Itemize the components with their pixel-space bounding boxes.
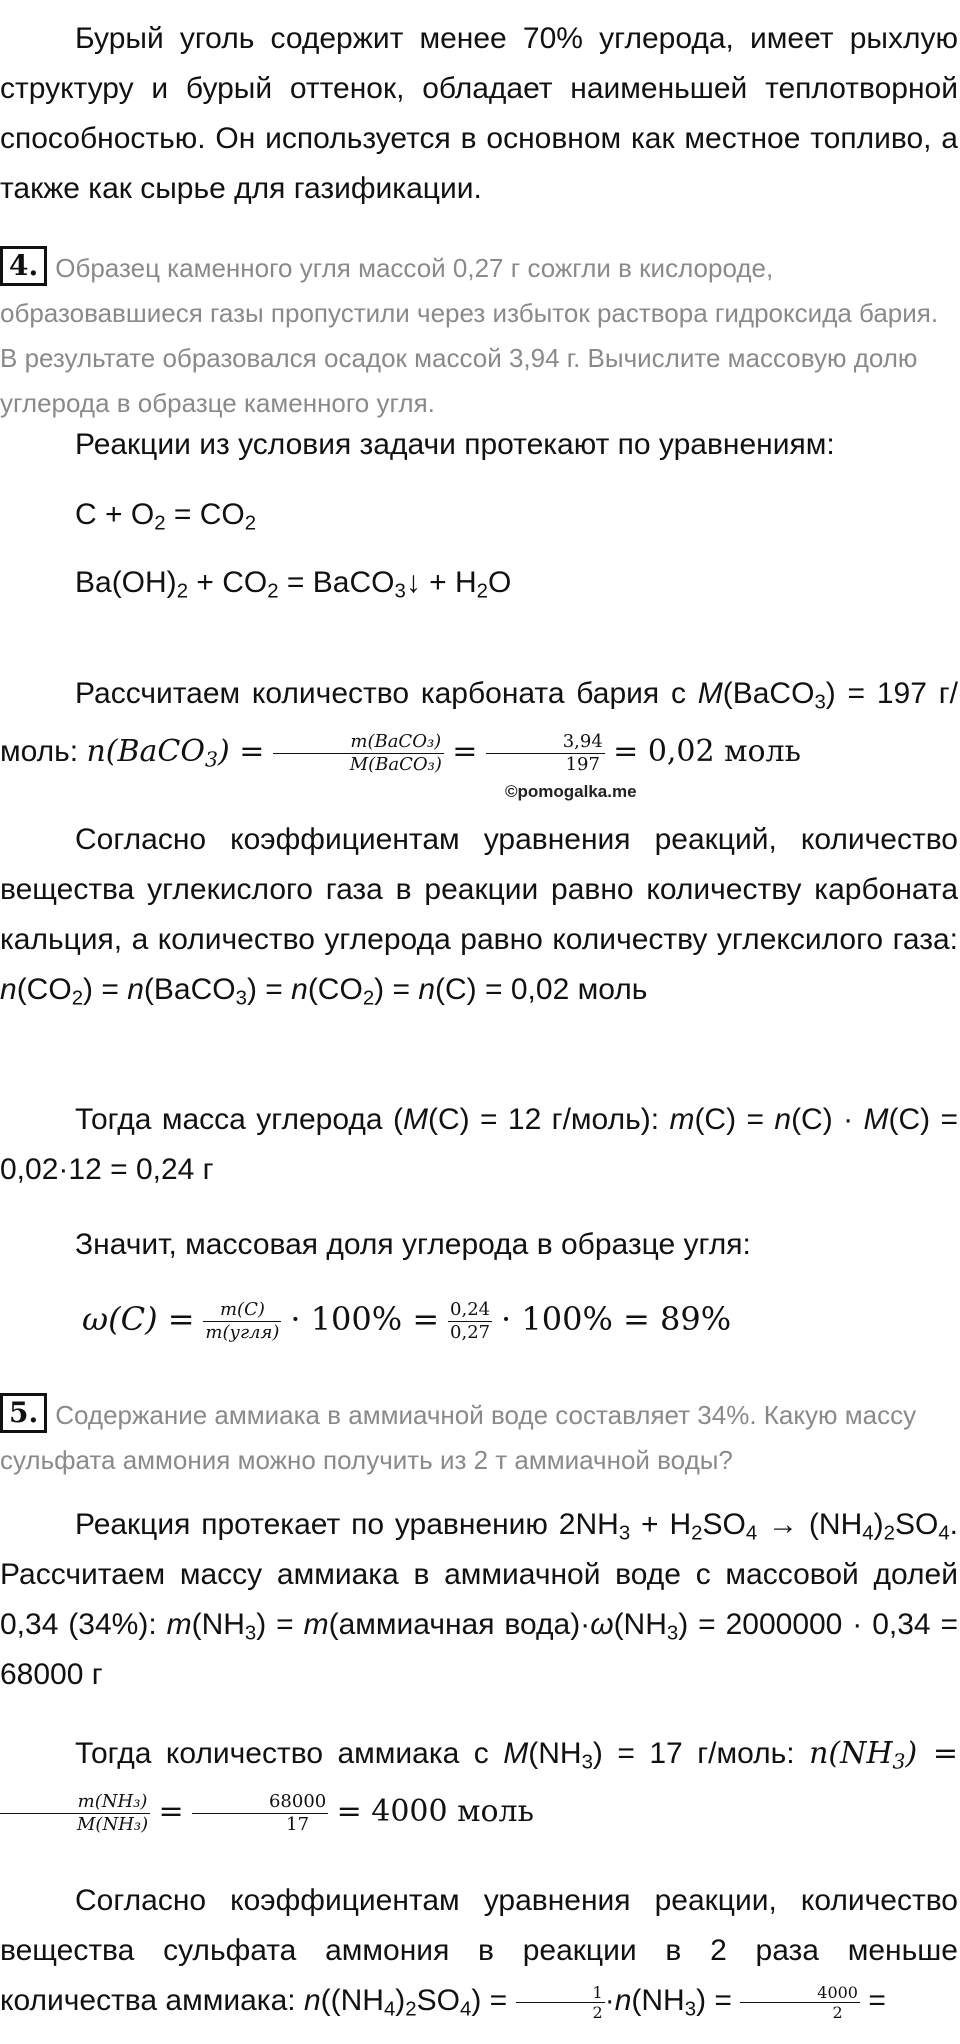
fraction-nh3: $\frac{\text{m(NH₃)}}{\text{M(NH₃)}}$ (0, 1791, 150, 1836)
mass-fraction-formula: ω(C) = $\frac{m(C)}{\text{m(угля)}}$ · 100% = $\frac{0,24}{0,27}$ · 100% = 89% (82, 1299, 732, 1344)
fraction-4000-2: $\frac{4000}{2}$ (740, 1983, 860, 2022)
fraction-024-027: $\frac{0,24}{0,27}$ (450, 1299, 491, 1344)
task-4-statement (0, 246, 958, 426)
barium-carbonate-calc: Рассчитаем количество карбоната бария с M(BaCO$_3$) = 197 г/моль: n(BaCO$_3$) = $\frac{\text{m(BaCO₃)}}{\text{M(BaCO₃)}}$ = $\frac{3,94}{197}$ = 0,02 моль (0, 677, 958, 775)
task-4-text: Образец каменного угля массой 0,27 г сожгли в кислороде, образовавшиеся газы пропустили через избыток раствора гидроксида бария. В результате образовался осадок массой 3,94 г. Вычислите массовую долю углерода в образце каменного угля. (0, 253, 939, 418)
carbon-mass-paragraph: Тогда масса углерода (M(C) = 12 г/моль): m(C) = n(C) · M(C) = 0,02·12 = 0,24 г (0, 1103, 959, 1186)
mass-fraction-intro: Значит, массовая доля углерода в образце угля: (75, 1228, 751, 1261)
task-5-text: Содержание аммиака в аммиачной воде составляет 34%. Какую массу сульфата аммония можно получить из 2 т аммиачной воды? (0, 1400, 917, 1475)
task-5-statement (0, 1393, 958, 1483)
ammonia-amount-paragraph: Тогда количество аммиака с $M(NH_3) = 17$ г/моль: $n(NH_3)$ = $\frac{\text{m(NH₃)}}{\text{M(NH₃)}}$ = $\frac{68000}{17}$ = 4000 моль (0, 1725, 958, 1841)
equation-2: $Ba(OH)_2 + CO_2$ = BaCO$_3$↓ + $H_2O$ (75, 566, 512, 603)
fraction-68000-17: $\frac{68000}{17}$ (192, 1791, 328, 1836)
fraction-394-197: $\frac{3,94}{197}$ (486, 731, 605, 776)
coefficients-paragraph-1: Согласно коэффициентам уравнения реакций, количество вещества углекислого газа в реакции равно количеству карбоната кальция, а количество углерода равно количеству углексилого газа: $n(CO_2)$ = n(BaCO$_3$) = $n(CO_2) = n(C) = 0,02$ моль (0, 823, 958, 1010)
coefficients-paragraph-2: Согласно коэффициентам уравнения реакции, количество вещества сульфата аммония в реакции в 2 раза меньше количества аммиака: $n((NH_4)_2SO_4)$ = $\frac{1}{2}$ $\cdot n(NH_3)$ = $\frac{4000}{2}$ = (0, 1884, 958, 2022)
task-5-number: 5. (0, 1393, 47, 1433)
reactions-intro: Реакции из условия задачи протекают по уравнениям: (75, 428, 835, 461)
ammonia-mass-paragraph: Реакция протекает по уравнению $2NH_3 + H_2SO_4 \to (NH_4)_2SO_4$. Рассчитаем массу аммиака в аммиачной воде с массовой долей 0,34 (34%): $m(NH_3)$ = m(аммиачная $вода)\cdot\omega(NH_3) = 2000000 \cdot 0,34 = 68000$ г (0, 1508, 959, 1691)
fraction-mC-mcoal: $\frac{m(C)}{\text{m(угля)}}$ (205, 1299, 280, 1344)
fraction-half: $\frac{1}{2}$ (516, 1983, 605, 2022)
watermark: ©pomogalka.me (505, 782, 637, 801)
intro-paragraph: Бурый уголь содержит менее 70% углерода, имеет рыхлую структуру и бурый оттенок, обладает наименьшей теплотворной способностью. Он используется в основном как местное топливо, а также как сырье для газификации. (0, 22, 958, 205)
fraction-baco3: $\frac{\text{m(BaCO₃)}}{\text{M(BaCO₃)}}$ (273, 731, 444, 776)
equation-1: $C + O_2 = CO_2$ (75, 498, 257, 535)
task-4-number: 4. (0, 246, 47, 286)
